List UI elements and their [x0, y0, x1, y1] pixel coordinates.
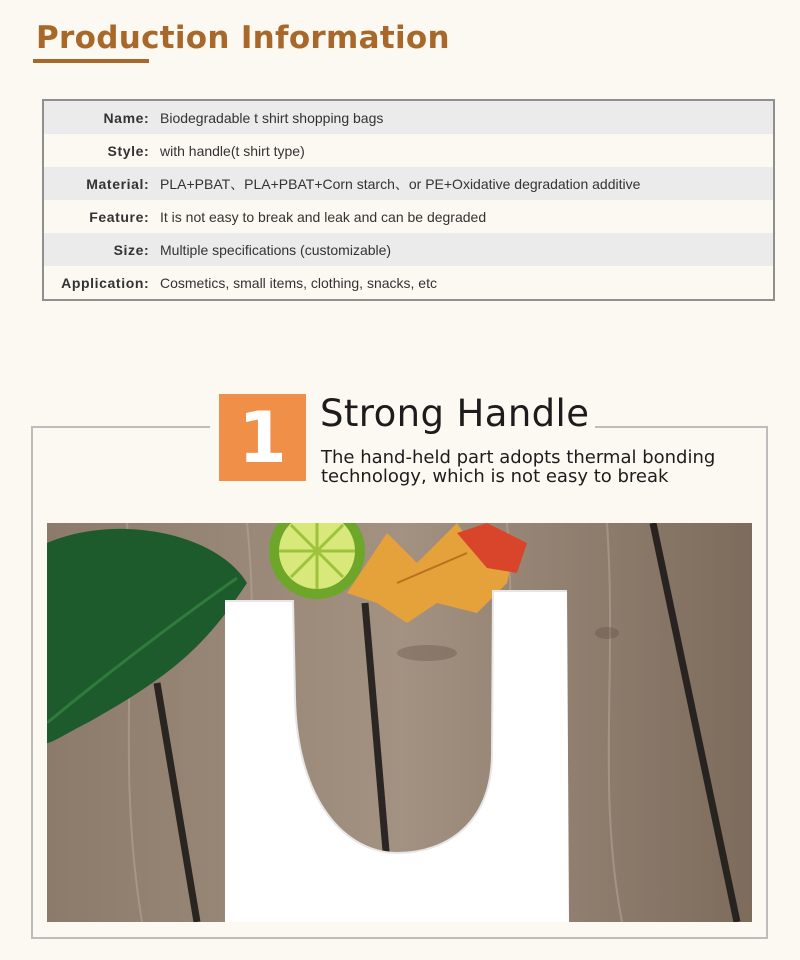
product-spec-table: [42, 99, 775, 301]
feature-description: The hand-held part adopts thermal bonding technology, which is not easy to break: [321, 447, 716, 487]
spec-value: Biodegradable t shirt shopping bags: [160, 109, 384, 126]
product-photo-illustration: [47, 523, 752, 922]
spec-value: PLA+PBAT、PLA+PBAT+Corn starch、or PE+Oxidative degradation additive: [160, 175, 641, 192]
title-underline: [33, 59, 149, 63]
spec-row-feature: [43, 200, 774, 233]
spec-value: It is not easy to break and leak and can be degraded: [160, 208, 487, 225]
spec-value: with handle(t shirt type): [160, 142, 305, 159]
spec-label: Application: [61, 274, 144, 291]
page-title: Production Information: [36, 20, 450, 56]
spec-row-material: [43, 167, 774, 200]
spec-row-application: [43, 266, 774, 300]
spec-label: Style: [107, 142, 144, 159]
spec-label: Material: [86, 175, 144, 192]
spec-label: Name: [103, 109, 144, 126]
spec-label: Size: [113, 241, 144, 258]
spec-colon: :: [144, 109, 149, 126]
feature-number-badge: 1: [219, 394, 306, 481]
product-photo: [47, 523, 752, 922]
spec-value: Multiple specifications (customizable): [160, 241, 392, 258]
spec-label: Feature: [89, 208, 144, 225]
spec-row-size: [43, 233, 774, 266]
spec-colon: :: [144, 175, 149, 192]
spec-row-style: [43, 134, 774, 167]
spec-colon: :: [144, 142, 149, 159]
spec-colon: :: [144, 208, 149, 225]
spec-value: Cosmetics, small items, clothing, snacks, etc: [160, 274, 437, 291]
feature-title: Strong Handle: [320, 392, 590, 435]
spec-colon: :: [144, 274, 149, 291]
spec-colon: :: [144, 241, 149, 258]
spec-row-name: [43, 100, 774, 134]
